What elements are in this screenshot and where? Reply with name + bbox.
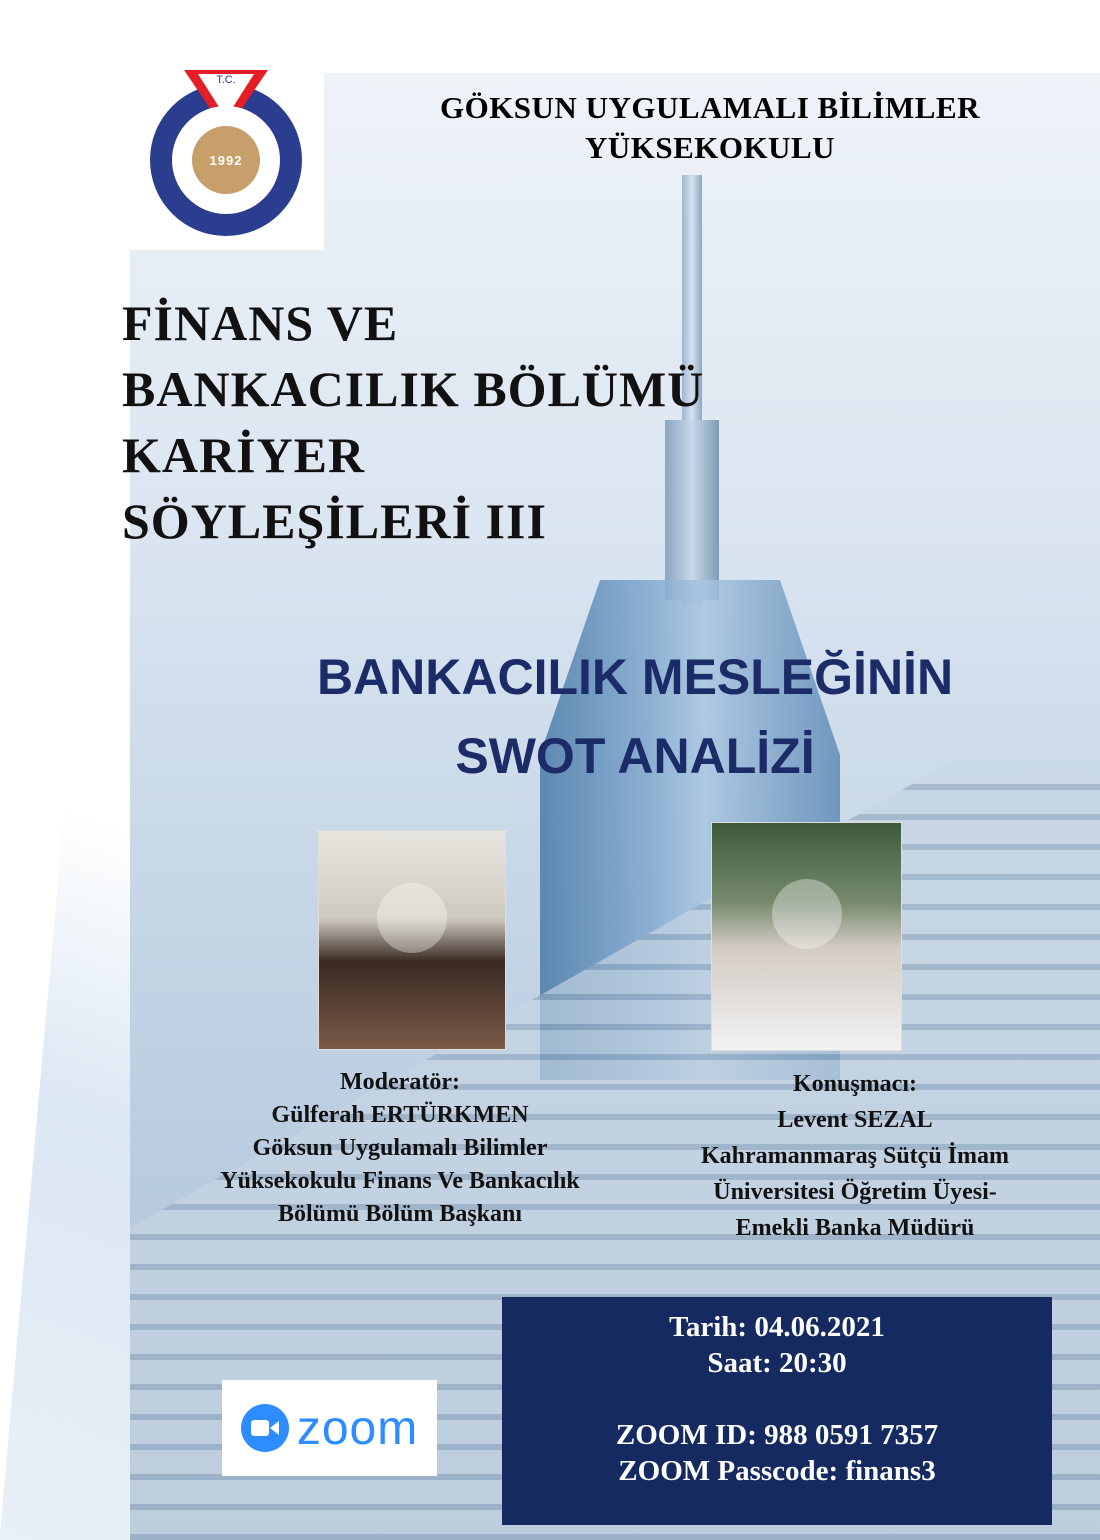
school-name-line2: YÜKSEKOKULU <box>584 130 836 166</box>
zoom-passcode: ZOOM Passcode: finans3 <box>618 1455 936 1487</box>
logo-year: 1992 <box>192 126 260 194</box>
speaker-photo <box>711 822 902 1051</box>
zoom-id: ZOOM ID: 988 0591 7357 <box>615 1419 939 1451</box>
headline-line1: FİNANS VE <box>122 295 399 351</box>
school-name <box>360 88 1060 169</box>
headline-line2: BANKACILIK BÖLÜMÜ <box>122 361 705 417</box>
event-time: Saat: 20:30 <box>707 1347 847 1379</box>
moderator-title-line1: Göksun Uygulamalı Bilimler <box>252 1135 548 1162</box>
speaker-name: Levent SEZAL <box>777 1107 933 1133</box>
speaker-title-line2: Üniversitesi Öğretim Üyesi- <box>713 1179 997 1205</box>
moderator-title-line3: Bölümü Bölüm Başkanı <box>277 1201 523 1228</box>
subtitle-line2: SWOT ANALİZİ <box>455 728 815 784</box>
zoom-logo-text: zoom <box>296 1401 419 1455</box>
university-logo <box>128 70 324 250</box>
moderator-photo <box>318 830 506 1050</box>
school-name-line1: GÖKSUN UYGULAMALI BİLİMLER <box>439 90 981 125</box>
speaker-title-line1: Kahramanmaraş Sütçü İmam <box>700 1143 1009 1169</box>
moderator-title-line2: Yüksekokulu Finans Ve Bankacılık <box>220 1168 580 1195</box>
speaker-info <box>630 1066 1080 1246</box>
speaker-role: Konuşmacı: <box>792 1071 917 1097</box>
video-camera-icon <box>241 1404 289 1452</box>
headline-line3: KARİYER <box>122 427 366 483</box>
event-details-box <box>502 1297 1052 1525</box>
moderator-role: Moderatör: <box>340 1069 460 1095</box>
event-date: Tarih: 04.06.2021 <box>669 1311 885 1343</box>
headline-line4: SÖYLEŞİLERİ III <box>122 493 547 549</box>
event-headline <box>122 290 922 554</box>
moderator-name: Gülferah ERTÜRKMEN <box>271 1102 529 1129</box>
speaker-title-line3: Emekli Banka Müdürü <box>735 1215 975 1241</box>
logo-tc: T.C. <box>216 74 236 86</box>
moderator-info <box>150 1066 650 1232</box>
zoom-logo <box>222 1380 437 1476</box>
subtitle-line1: BANKACILIK MESLEĞİNİN <box>316 649 954 705</box>
event-subtitle <box>200 638 1070 796</box>
white-diagonal <box>0 73 130 1533</box>
person-icon <box>377 883 447 953</box>
person-icon <box>772 879 842 949</box>
logo-ring <box>150 74 302 236</box>
